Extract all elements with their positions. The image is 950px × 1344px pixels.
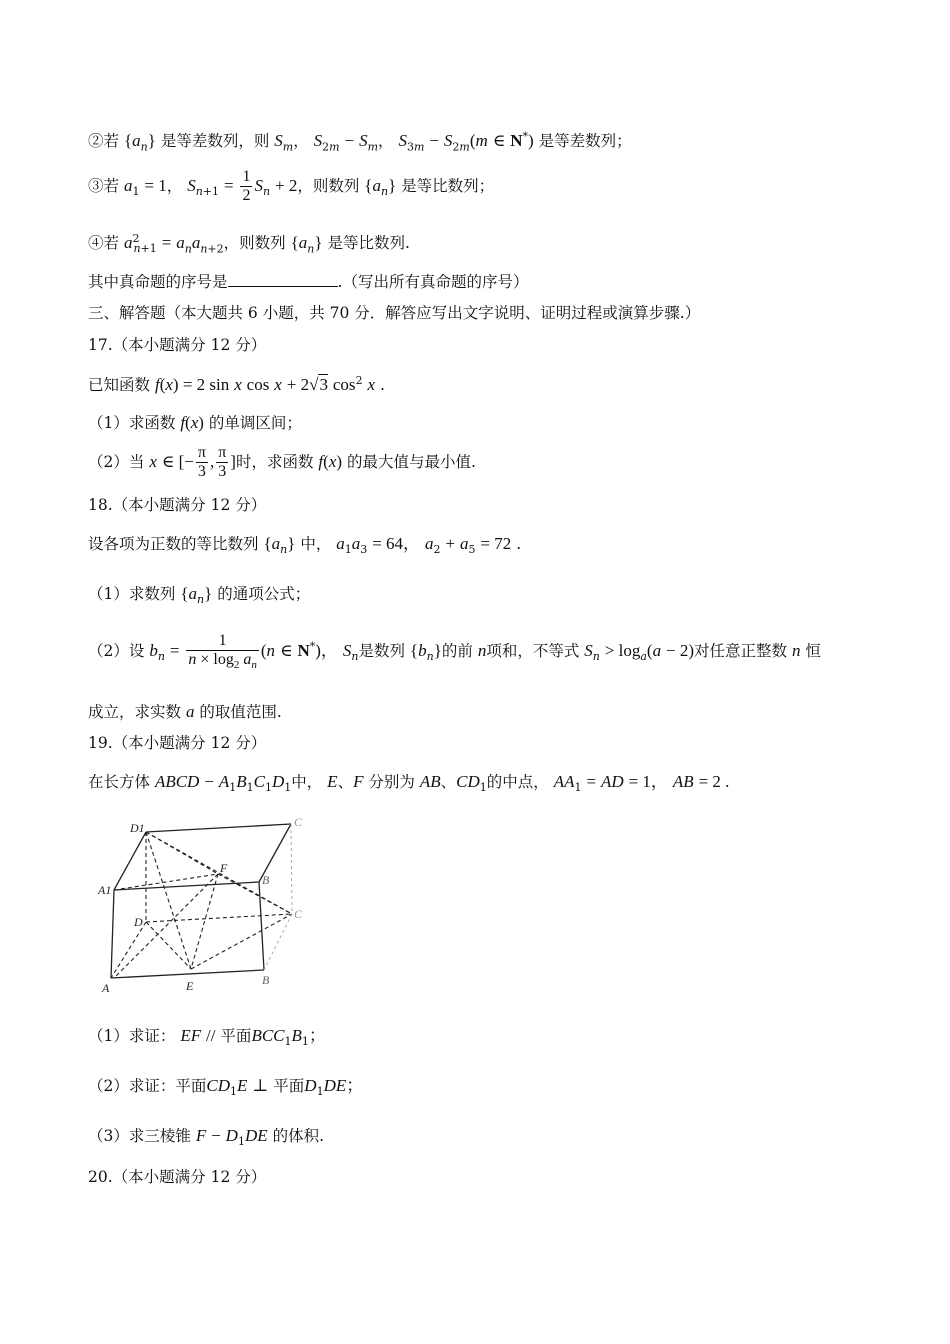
q18-stem: 设各项为正数的等比数列 $\{a_n\}$ 中， $a_1a_3 = 64$， $a_2 + a_5 = 72$ . (88, 534, 522, 557)
label-f: F (220, 861, 228, 875)
label-a1: A1 (98, 883, 112, 897)
statement-3: ③若 $a_1 = 1$， $S_{n+1}$ = $\frac{1}{2}$ $S_n + 2$，则数列 $\{a_n\}$ 是等比数列； (88, 168, 495, 205)
label-b: B (262, 973, 270, 987)
q17-part2: （2）当 x ∈ [− $\frac{\pi}{3}$ , $\frac{\pi}{3}$ ]时，求函数 f(x) 的最大值与最小值. (88, 444, 476, 481)
q19-part1: （1）求证： EF // 平面$BCC_1B_1$； (88, 1026, 326, 1049)
fraction-one-half: $\frac{1}{2}$ (242, 168, 251, 205)
label-e: E (186, 979, 194, 993)
label-c1: C (294, 818, 303, 829)
q20-number: 20.（本小题满分 12 分） (88, 1168, 267, 1186)
q17-stem: 已知函数 f(x) = 2 sin x cos x + 2√3 $\cos^2 x$ . (88, 374, 385, 395)
fraction-bn: $\frac{1}{n \times \log_2 a_n}$ (188, 632, 257, 672)
label-a: A (102, 981, 110, 995)
statement-2: ②若 $\{a_n\}$ 是等差数列，则 $S_m$， $S_{2m} - S_m$， $S_{3m} - S_{2m}(m$ ∈ N*) 是等差数列； (88, 130, 632, 154)
q17-number: 17.（本小题满分 12 分） (88, 336, 267, 354)
q18-part2-line2: 成立，求实数 a 的取值范围. (88, 702, 282, 721)
answer-blank[interactable] (228, 272, 338, 287)
section-3-heading: 三、解答题（本大题共 6 小题，共 70 分．解答应写出文字说明、证明过程或演算步骤.） (88, 304, 701, 322)
cuboid-figure (96, 818, 316, 998)
q19-part3: （3）求三棱锥 $F - D_1DE$ 的体积. (88, 1126, 324, 1149)
label-d1: D1 (130, 821, 145, 835)
answer-blank-line: 其中真命题的序号是 .（写出所有真命题的序号） (88, 273, 529, 291)
q19-number: 19.（本小题满分 12 分） (88, 734, 267, 752)
label-d: D (134, 915, 143, 929)
statement-4: ④若 $a^2_{n+1} = a_na_{n+2}$，则数列 $\{a_n\}$ 是等比数列. (88, 232, 410, 256)
q17-part1: （1）求函数 f(x) 的单调区间； (88, 413, 302, 432)
label-b1: B (262, 873, 270, 887)
q18-number: 18.（本小题满分 12 分） (88, 496, 267, 514)
q18-part2: （2）设 $b_n$ = $\frac{1}{n \times \log_2 a_n}$ (n ∈ N*)， $S_n$是数列 $\{b_n\}$的前 n项和，不等式 $S_n > \log_a(a - 2)$对任意正整数 n 恒 (88, 632, 821, 672)
label-c: C (294, 907, 303, 921)
q19-part2: （2）求证：平面$CD_1E$ ⊥ 平面$D_1DE$； (88, 1076, 364, 1099)
q19-stem: 在长方体 ABCD − $A_1B_1C_1D_1$中， E、F 分别为 AB、$CD_1$的中点， $AA_1$ = AD = 1， AB = 2 . (88, 772, 730, 795)
q18-part1: （1）求数列 $\{a_n\}$ 的通项公式； (88, 584, 311, 607)
